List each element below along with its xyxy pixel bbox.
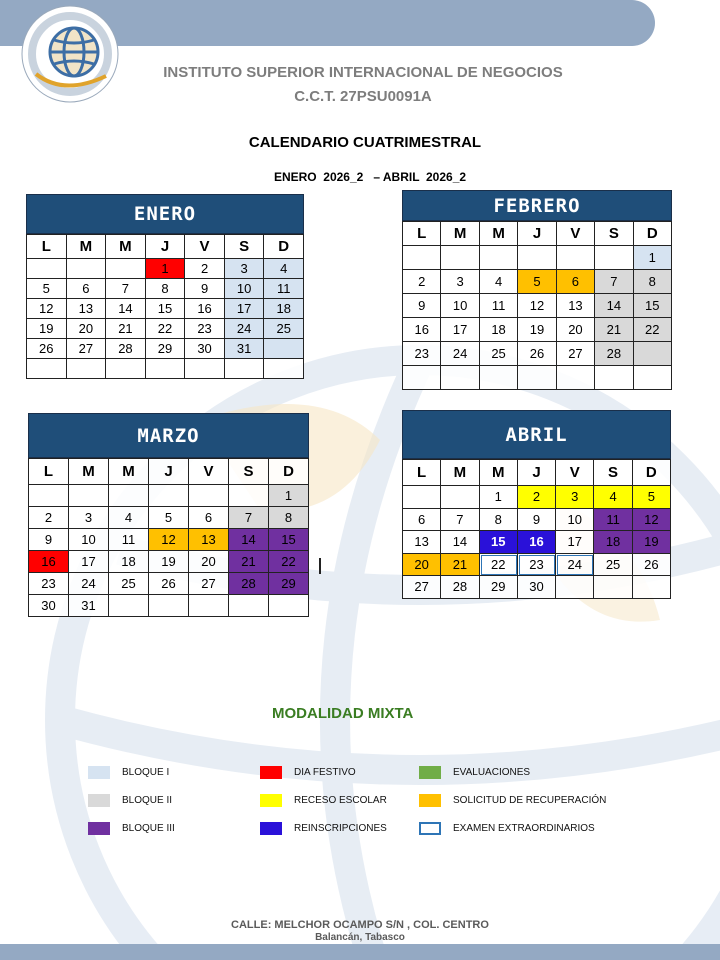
day-cell: 23 [403,342,441,366]
day-cell: 3 [441,270,479,294]
day-cell [109,595,149,617]
weekday-header: M [441,460,479,486]
legend-item [419,794,606,807]
period-subtitle: ENERO 2026_2 – ABRIL 2026_2 [273,170,467,184]
legend-swatch [419,766,441,779]
weekday-header: D [633,460,671,486]
legend-label: REINSCRIPCIONES [294,823,387,834]
day-cell: 3 [69,507,109,529]
day-cell: 7 [595,270,633,294]
day-cell: 31 [225,339,265,359]
weekday-header: M [480,222,518,246]
day-cell [106,259,146,279]
day-cell [229,485,269,507]
day-cell [441,486,479,509]
day-cell: 6 [67,279,107,299]
day-cell [403,366,441,390]
day-cell [557,366,595,390]
legend-item [260,822,387,835]
day-cell: 24 [69,573,109,595]
day-cell: 16 [185,299,225,319]
institution-name: INSTITUTO SUPERIOR INTERNACIONAL DE NEGOCIOS [163,64,563,81]
day-cell: 5 [633,486,671,509]
weekday-header: J [518,460,556,486]
calendar-abril [402,410,671,599]
legend-swatch [260,794,282,807]
day-cell: 11 [264,279,304,299]
day-cell: 13 [557,294,595,318]
calendar-febrero [402,190,672,390]
day-cell [27,259,67,279]
day-cell: 24 [225,319,265,339]
day-cell: 18 [480,318,518,342]
day-cell [149,485,189,507]
page-title: CALENDARIO CUATRIMESTRAL [248,134,482,151]
day-cell [518,246,556,270]
weekday-header: D [264,235,304,259]
day-cell: 20 [189,551,229,573]
day-cell: 20 [557,318,595,342]
day-cell: 30 [29,595,69,617]
legend-swatch [88,766,110,779]
day-cell: 4 [480,270,518,294]
legend-item [88,794,172,807]
legend-swatch [419,794,441,807]
day-cell: 18 [264,299,304,319]
day-cell: 6 [189,507,229,529]
day-cell: 10 [69,529,109,551]
weekday-header: L [29,459,69,485]
day-cell: 17 [556,531,594,554]
weekday-header: D [269,459,309,485]
day-cell: 2 [29,507,69,529]
day-cell [149,595,189,617]
day-cell: 2 [518,486,556,509]
day-cell: 22 [269,551,309,573]
day-cell: 1 [634,246,672,270]
weekday-header: M [69,459,109,485]
day-cell: 28 [595,342,633,366]
day-cell [269,595,309,617]
day-cell: 8 [146,279,186,299]
weekday-header: J [146,235,186,259]
day-cell: 4 [109,507,149,529]
day-cell: 23 [518,554,556,577]
day-cell [634,342,672,366]
weekday-header: V [189,459,229,485]
calendar-month-title: MARZO [28,413,309,458]
calendar-grid [26,234,304,379]
day-cell: 23 [185,319,225,339]
day-cell: 7 [229,507,269,529]
day-cell [189,485,229,507]
weekday-header: M [441,222,479,246]
legend-label: DIA FESTIVO [294,767,356,778]
day-cell [264,359,304,379]
day-cell: 26 [633,554,671,577]
weekday-header: M [106,235,146,259]
footer-band [0,944,720,960]
day-cell: 5 [518,270,556,294]
day-cell: 13 [189,529,229,551]
day-cell [146,359,186,379]
day-cell: 31 [69,595,109,617]
day-cell: 15 [634,294,672,318]
weekday-header: L [27,235,67,259]
calendar-enero [26,194,304,379]
weekday-header: V [557,222,595,246]
day-cell: 4 [264,259,304,279]
day-cell [264,339,304,359]
globe-watermark [0,300,720,960]
day-cell: 21 [229,551,269,573]
legend-swatch [260,766,282,779]
day-cell [480,366,518,390]
legend-label: EXAMEN EXTRAORDINARIOS [453,823,595,834]
legend-item [419,822,595,835]
day-cell: 5 [27,279,67,299]
weekday-header: J [518,222,556,246]
legend-item [419,766,530,779]
legend-label: BLOQUE I [122,767,170,778]
legend-item [260,794,387,807]
day-cell: 8 [480,509,518,532]
day-cell: 24 [556,554,594,577]
legend-label: EVALUACIONES [453,767,531,778]
day-cell [27,359,67,379]
legend-label: BLOQUE II [122,795,173,806]
weekday-header: S [225,235,265,259]
day-cell [403,486,441,509]
day-cell: 14 [595,294,633,318]
day-cell: 22 [634,318,672,342]
day-cell [518,366,556,390]
weekday-header: D [634,222,672,246]
day-cell: 17 [441,318,479,342]
day-cell: 27 [189,573,229,595]
legend-swatch [260,822,282,835]
day-cell: 3 [556,486,594,509]
day-cell: 16 [403,318,441,342]
day-cell: 13 [67,299,107,319]
day-cell: 21 [106,319,146,339]
day-cell: 15 [269,529,309,551]
day-cell: 25 [264,319,304,339]
day-cell [67,259,107,279]
day-cell: 14 [229,529,269,551]
day-cell: 3 [225,259,265,279]
day-cell: 25 [594,554,632,577]
day-cell: 6 [403,509,441,532]
footer-address: CALLE: MELCHOR OCAMPO S/N , COL. CENTRO [231,919,489,931]
day-cell: 17 [69,551,109,573]
day-cell [556,576,594,599]
day-cell: 29 [480,576,518,599]
day-cell: 8 [269,507,309,529]
day-cell: 11 [594,509,632,532]
day-cell [634,366,672,390]
text-cursor [319,558,321,574]
legend-item [260,766,356,779]
day-cell [441,366,479,390]
day-cell: 28 [106,339,146,359]
day-cell: 28 [441,576,479,599]
day-cell [403,246,441,270]
footer-city: Balancán, Tabasco [315,932,405,943]
calendar-month-title: ABRIL [402,410,671,459]
day-cell: 7 [441,509,479,532]
weekday-header: S [594,460,632,486]
day-cell: 27 [67,339,107,359]
weekday-header: S [595,222,633,246]
day-cell: 29 [269,573,309,595]
weekday-header: M [480,460,518,486]
day-cell: 17 [225,299,265,319]
weekday-header: J [149,459,189,485]
day-cell: 20 [403,554,441,577]
calendar-grid [28,458,309,617]
day-cell: 12 [518,294,556,318]
day-cell: 21 [441,554,479,577]
calendar-grid [402,459,671,599]
day-cell: 22 [146,319,186,339]
day-cell: 27 [403,576,441,599]
day-cell: 2 [185,259,225,279]
day-cell [557,246,595,270]
day-cell: 26 [149,573,189,595]
weekday-header: S [229,459,269,485]
day-cell: 23 [29,573,69,595]
weekday-header: V [185,235,225,259]
weekday-header: L [403,222,441,246]
day-cell [229,595,269,617]
day-cell [595,366,633,390]
day-cell: 13 [403,531,441,554]
day-cell: 1 [146,259,186,279]
day-cell: 10 [441,294,479,318]
day-cell [189,595,229,617]
day-cell: 28 [229,573,269,595]
day-cell: 19 [518,318,556,342]
day-cell: 24 [441,342,479,366]
day-cell: 12 [149,529,189,551]
day-cell: 1 [480,486,518,509]
legend-swatch [88,822,110,835]
day-cell: 15 [146,299,186,319]
day-cell [69,485,109,507]
day-cell [29,485,69,507]
day-cell [185,359,225,379]
weekday-header: L [403,460,441,486]
day-cell: 9 [185,279,225,299]
day-cell: 10 [225,279,265,299]
calendar-marzo [28,413,309,617]
day-cell: 12 [27,299,67,319]
legend-item [88,822,175,835]
institution-cct: C.C.T. 27PSU0091A [294,88,432,105]
weekday-header: M [67,235,107,259]
day-cell: 11 [109,529,149,551]
day-cell: 1 [269,485,309,507]
legend-label: RECESO ESCOLAR [294,795,387,806]
day-cell: 30 [518,576,556,599]
day-cell: 25 [480,342,518,366]
day-cell: 18 [594,531,632,554]
day-cell: 16 [518,531,556,554]
day-cell: 21 [595,318,633,342]
day-cell [441,246,479,270]
day-cell [595,246,633,270]
day-cell: 6 [557,270,595,294]
day-cell: 5 [149,507,189,529]
calendar-month-title: FEBRERO [402,190,672,221]
day-cell [594,576,632,599]
day-cell: 10 [556,509,594,532]
day-cell: 15 [480,531,518,554]
legend-label: SOLICITUD DE RECUPERACIÓN [453,795,607,806]
day-cell [225,359,265,379]
day-cell: 7 [106,279,146,299]
day-cell [109,485,149,507]
day-cell: 16 [29,551,69,573]
day-cell: 19 [633,531,671,554]
day-cell: 30 [185,339,225,359]
day-cell: 11 [480,294,518,318]
day-cell: 14 [106,299,146,319]
day-cell: 27 [557,342,595,366]
day-cell: 19 [27,319,67,339]
legend-item [88,766,169,779]
day-cell: 26 [27,339,67,359]
day-cell: 2 [403,270,441,294]
day-cell: 29 [146,339,186,359]
day-cell: 26 [518,342,556,366]
legend-label: BLOQUE III [122,823,175,834]
day-cell: 20 [67,319,107,339]
day-cell: 9 [29,529,69,551]
weekday-header: M [109,459,149,485]
legend-swatch [88,794,110,807]
modalidad-label: MODALIDAD MIXTA [272,705,414,722]
day-cell: 14 [441,531,479,554]
day-cell: 9 [403,294,441,318]
day-cell: 25 [109,573,149,595]
day-cell: 4 [594,486,632,509]
day-cell: 12 [633,509,671,532]
weekday-header: V [556,460,594,486]
day-cell [633,576,671,599]
day-cell [480,246,518,270]
day-cell [106,359,146,379]
day-cell [67,359,107,379]
calendar-month-title: ENERO [26,194,304,234]
day-cell: 18 [109,551,149,573]
day-cell: 19 [149,551,189,573]
day-cell: 8 [634,270,672,294]
day-cell: 9 [518,509,556,532]
legend-swatch [419,822,441,835]
calendar-grid [402,221,672,390]
day-cell: 22 [480,554,518,577]
